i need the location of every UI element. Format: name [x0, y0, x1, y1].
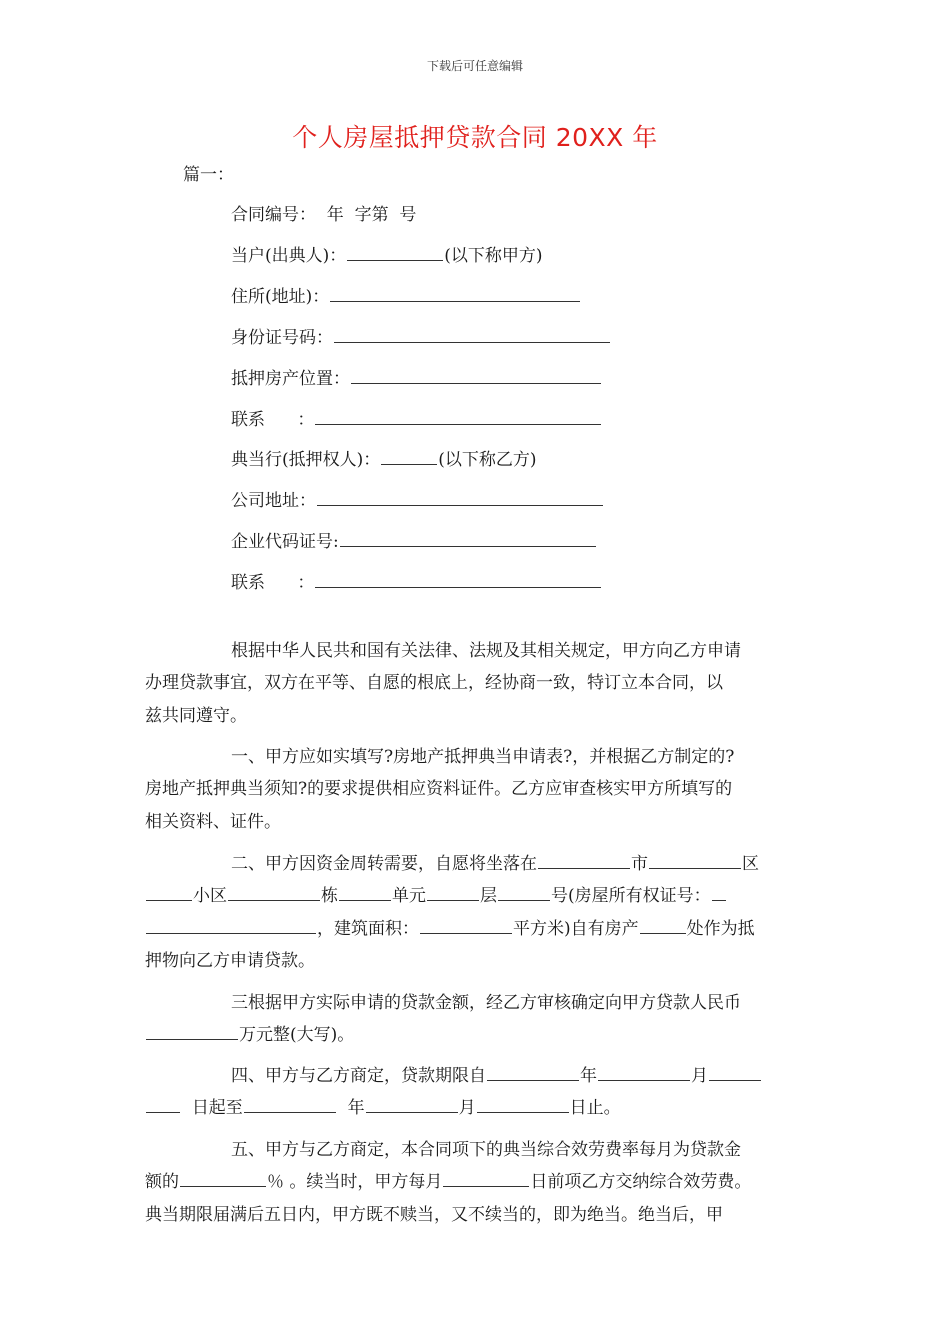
id-number-field	[231, 323, 611, 348]
company-address-label: 公司地址：	[231, 491, 316, 511]
loan-amount-unit: 万元整(大写)。	[239, 1025, 355, 1045]
building-label: 栋	[321, 886, 338, 906]
renewal-text: ％ 。续当时，甲方每月	[267, 1172, 443, 1192]
company-address-field	[231, 486, 604, 511]
contact-label-1: 联系 ：	[231, 410, 315, 430]
contact-field-2	[231, 568, 602, 593]
preamble-line-2: 办理贷款事宜，双方在平等、自愿的根底上，经协商一致，特订立本合同，以	[145, 673, 723, 693]
address-blank[interactable]	[330, 287, 580, 302]
preamble-text-1: 根据中华人民共和国有关法律、法规及其相关规定，甲方向乙方申请	[231, 640, 741, 661]
property-location-label: 抵押房产位置：	[231, 369, 350, 389]
address-field	[231, 282, 581, 307]
clause5-line-2	[145, 1166, 805, 1199]
property-location-blank[interactable]	[351, 369, 601, 384]
area-blank[interactable]	[420, 919, 512, 934]
contact-field-1	[231, 405, 602, 430]
collateral-text: 处作为抵	[686, 918, 755, 939]
pawner-blank[interactable]	[347, 246, 443, 261]
clause2-line-3	[145, 913, 805, 946]
clause5-text-a: 五、甲方与乙方商定，本合同项下的典当综合效劳费率每月为贷款金	[231, 1139, 741, 1160]
contact-blank-1[interactable]	[315, 410, 601, 425]
company-address-blank[interactable]	[317, 491, 603, 506]
clause5-line-1	[145, 1134, 805, 1167]
room-blank[interactable]	[498, 886, 550, 901]
clause4-line-1	[145, 1060, 805, 1093]
pawner-suffix: (以下称甲方)	[444, 246, 543, 266]
section-label: 篇一：	[183, 165, 234, 185]
contract-number-label: 合同编号： 年 字第 号	[231, 205, 417, 225]
property-location-field	[231, 364, 602, 389]
pawnshop-suffix: (以下称乙方)	[438, 450, 537, 470]
community-label: 小区	[193, 886, 227, 906]
pawnshop-field	[231, 445, 537, 470]
address-label: 住所(地址)：	[231, 287, 330, 307]
city-label: 市	[631, 853, 648, 874]
clause1-line-3: 相关资料、证件。	[145, 811, 281, 832]
clause2-line-4: 押物向乙方申请贷款。	[145, 951, 315, 971]
pawner-field	[231, 241, 543, 266]
paragraph-clause-5	[145, 1101, 805, 1264]
clause1-line-1	[145, 741, 805, 774]
city-blank[interactable]	[538, 854, 630, 869]
org-code-blank[interactable]	[340, 532, 596, 547]
contract-number-field	[231, 200, 416, 225]
unit-blank[interactable]	[339, 886, 391, 901]
payment-text: 日前项乙方交纳综合效劳费。	[530, 1172, 752, 1192]
fee-rate-blank[interactable]	[180, 1172, 266, 1187]
start-year-label: 年	[580, 1065, 597, 1086]
unit-label: 单元	[392, 886, 426, 906]
room-label: 号(房屋所有权证号：	[551, 886, 711, 906]
district-blank[interactable]	[649, 854, 741, 869]
building-blank[interactable]	[228, 886, 320, 901]
org-code-label: 企业代码证号:	[231, 532, 339, 552]
community-blank[interactable]	[146, 886, 192, 901]
floor-blank[interactable]	[427, 886, 479, 901]
clause2-line-1	[145, 848, 805, 881]
contact-blank-2[interactable]	[315, 573, 601, 588]
start-day-blank[interactable]	[709, 1066, 761, 1081]
pawnshop-label: 典当行(抵押权人)：	[231, 450, 381, 470]
clause1-text-1: 一、甲方应如实填写?房地产抵押典当申请表?，并根据乙方制定的?	[231, 746, 735, 767]
id-number-label: 身份证号码：	[231, 328, 333, 348]
district-label: 区	[742, 853, 759, 874]
org-code-field	[231, 527, 597, 552]
property-count-blank[interactable]	[640, 919, 686, 934]
end-month-label: 月	[458, 1098, 476, 1118]
start-month-label: 月	[691, 1065, 708, 1086]
start-day-label: 日起至	[191, 1098, 243, 1118]
preamble-line-1	[145, 635, 805, 668]
area-unit: 平方米)自有房产	[513, 918, 639, 939]
end-year-label: 年	[347, 1098, 365, 1118]
floor-label: 层	[480, 886, 497, 906]
id-number-blank[interactable]	[334, 328, 610, 343]
fee-rate-label: 额的	[145, 1172, 179, 1192]
cert-blank[interactable]	[146, 919, 316, 934]
page-header: 下载后可任意编辑	[426, 59, 523, 73]
end-day-label: 日止。	[569, 1098, 621, 1118]
start-month-blank[interactable]	[598, 1066, 690, 1081]
pawnshop-blank[interactable]	[381, 450, 437, 465]
payment-day-blank[interactable]	[443, 1172, 529, 1187]
document-title: 个人房屋抵押贷款合同 20XX 年	[292, 123, 658, 152]
clause1-line-2: 房地产抵押典当须知?的要求提供相应资料证件。乙方应审查核实甲方所填写的	[145, 779, 733, 799]
clause2-line-2	[145, 880, 805, 913]
pawner-label: 当户(出典人)：	[231, 246, 347, 266]
clause4-text-a: 四、甲方与乙方商定，贷款期限自	[231, 1065, 486, 1086]
contact-label-2: 联系 ：	[231, 573, 315, 593]
cert-blank-start[interactable]	[712, 886, 726, 901]
clause2-text-a: 二、甲方因资金周转需要，自愿将坐落在	[231, 853, 537, 874]
area-label: ，建筑面积：	[317, 918, 419, 939]
clause3-line-1	[145, 987, 805, 1020]
clause5-line-3: 典当期限届满后五日内，甲方既不赎当，又不续当的，即为绝当。绝当后，甲	[145, 1204, 723, 1225]
start-year-blank[interactable]	[487, 1066, 579, 1081]
clause3-text-a: 三根据甲方实际申请的贷款金额，经乙方审核确定向甲方贷款人民币	[231, 992, 741, 1013]
preamble-line-3: 兹共同遵守。	[145, 705, 247, 726]
